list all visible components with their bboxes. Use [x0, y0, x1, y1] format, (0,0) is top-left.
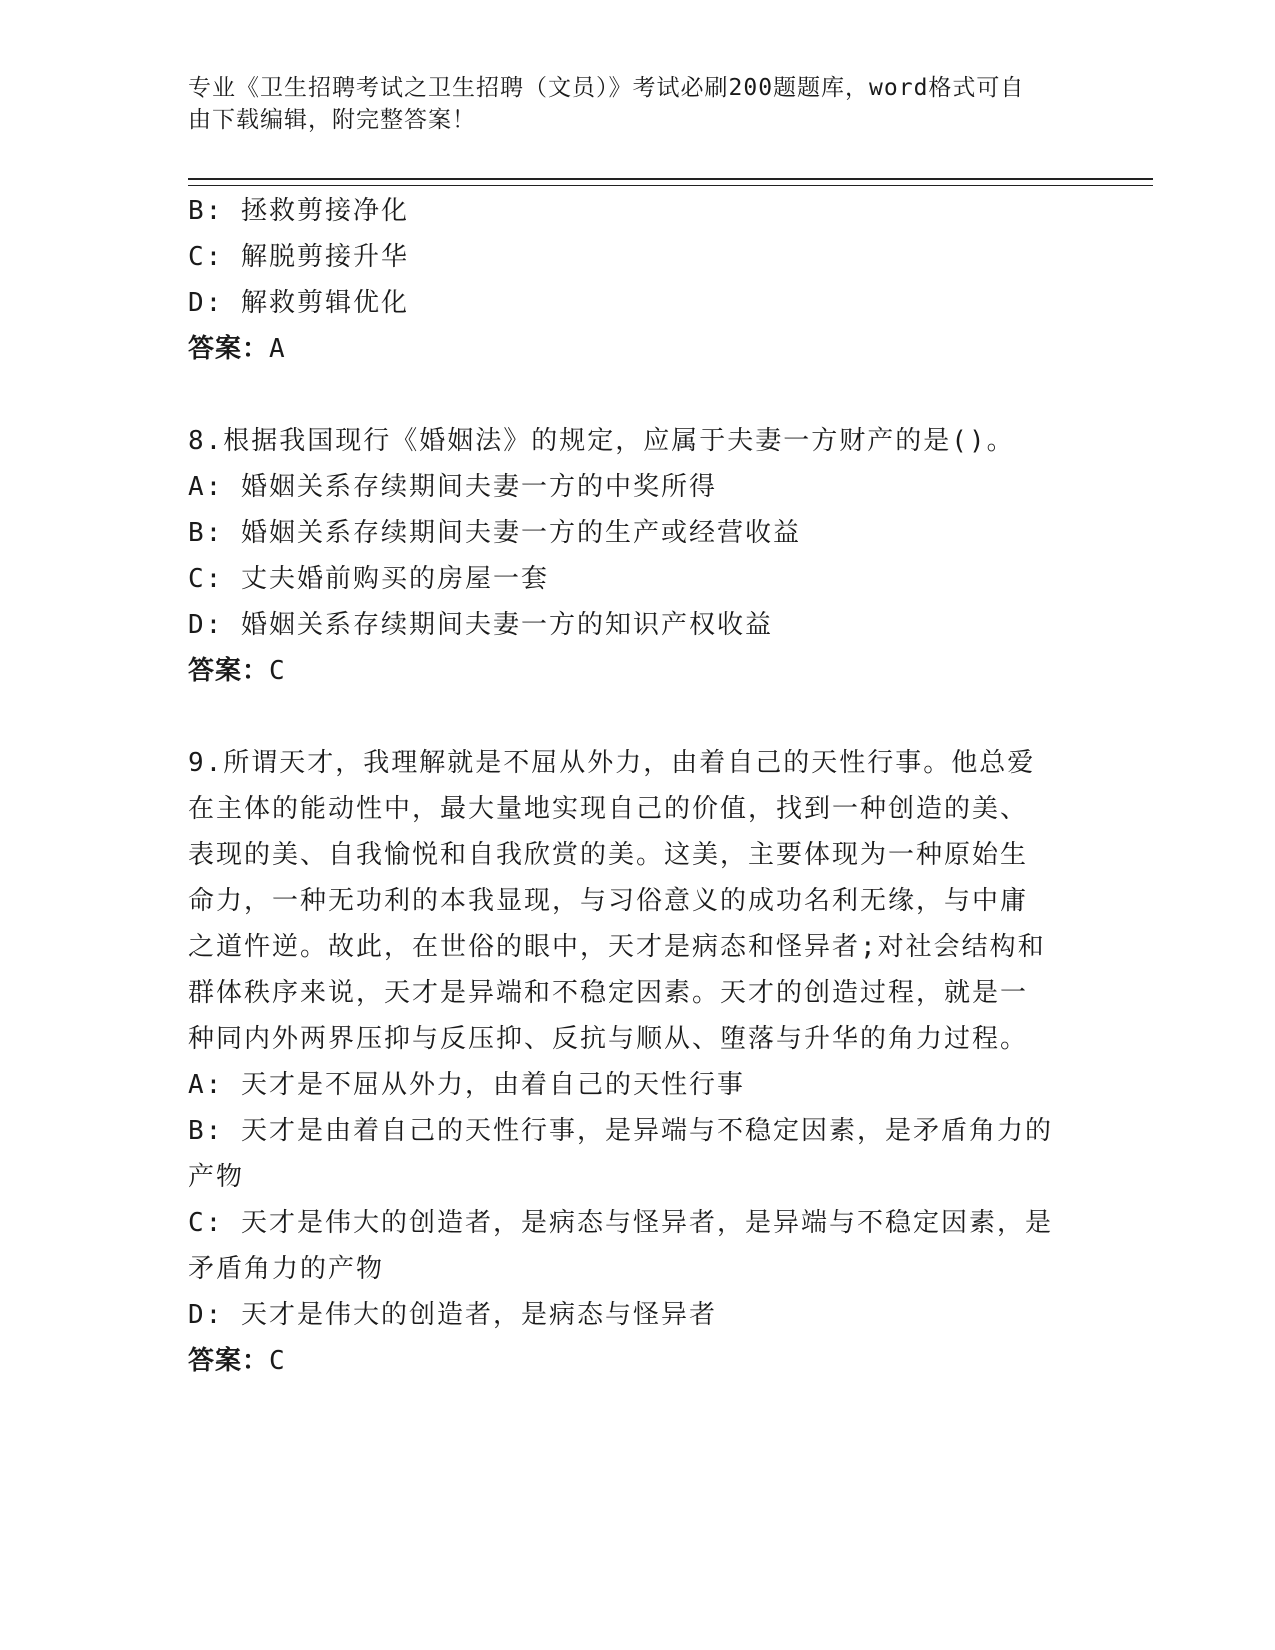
question-content [188, 188, 1088, 1384]
question-9-block [188, 740, 1088, 1384]
header-divider [188, 178, 1153, 186]
question-8-option-a: A: 婚姻关系存续期间夫妻一方的中奖所得 [188, 472, 717, 502]
answer-label: 答案： [188, 656, 270, 686]
question-7-option-d: D: 解救剪辑优化 [188, 288, 409, 318]
question-9-stem-line: 表现的美、自我愉悦和自我欣赏的美。这美，主要体现为一种原始生 [188, 840, 1029, 870]
question-9-stem-line: 9.所谓天才，我理解就是不屈从外力，由着自己的天性行事。他总爱 [188, 748, 1036, 778]
page-header [188, 72, 1078, 136]
question-7-answer [188, 326, 1088, 372]
question-9-option-c: C: 天才是伟大的创造者，是病态与怪异者，是异端与不稳定因素，是 [188, 1208, 1053, 1238]
question-8-option-c: C: 丈夫婚前购买的房屋一套 [188, 564, 549, 594]
question-8-option-b: B: 婚姻关系存续期间夫妻一方的生产或经营收益 [188, 518, 801, 548]
question-8-answer [188, 648, 1088, 694]
question-9-option-c-cont: 矛盾角力的产物 [188, 1254, 385, 1284]
question-7-block [188, 188, 1088, 372]
question-8-block [188, 418, 1088, 694]
question-7-option-c: C: 解脱剪接升华 [188, 242, 409, 272]
question-9-option-a: A: 天才是不屈从外力，由着自己的天性行事 [188, 1070, 745, 1100]
question-9-answer [188, 1338, 1088, 1384]
question-9-stem-line: 群体秩序来说，天才是异端和不稳定因素。天才的创造过程，就是一 [188, 978, 1029, 1008]
question-9-stem-line: 在主体的能动性中，最大量地实现自己的价值，找到一种创造的美、 [188, 794, 1029, 824]
question-9-stem-line: 种同内外两界压抑与反压抑、反抗与顺从、堕落与升华的角力过程。 [188, 1024, 1029, 1054]
question-9-stem-line: 命力，一种无功利的本我显现，与习俗意义的成功名利无缘，与中庸 [188, 886, 1029, 916]
question-8-stem: 8.根据我国现行《婚姻法》的规定，应属于夫妻一方财产的是()。 [188, 426, 1015, 456]
header-title-line-2: 由下载编辑，附完整答案！ [188, 107, 476, 133]
question-9-option-b-cont: 产物 [188, 1162, 245, 1192]
answer-label: 答案： [188, 1346, 270, 1376]
answer-value: C [269, 1346, 286, 1376]
header-title-line-1: 专业《卫生招聘考试之卫生招聘（文员）》考试必刷200题题库，word格式可自 [188, 75, 1025, 101]
question-9-option-b: B: 天才是由着自己的天性行事，是异端与不稳定因素，是矛盾角力的 [188, 1116, 1053, 1146]
answer-value: A [269, 334, 286, 364]
question-9-option-d: D: 天才是伟大的创造者，是病态与怪异者 [188, 1300, 717, 1330]
answer-value: C [269, 656, 286, 686]
answer-label: 答案： [188, 334, 270, 364]
question-7-option-b: B: 拯救剪接净化 [188, 196, 409, 226]
spacer [188, 694, 1088, 740]
spacer [188, 372, 1088, 418]
question-8-option-d: D: 婚姻关系存续期间夫妻一方的知识产权收益 [188, 610, 773, 640]
question-9-stem-line: 之道忤逆。故此，在世俗的眼中，天才是病态和怪异者;对社会结构和 [188, 932, 1046, 962]
